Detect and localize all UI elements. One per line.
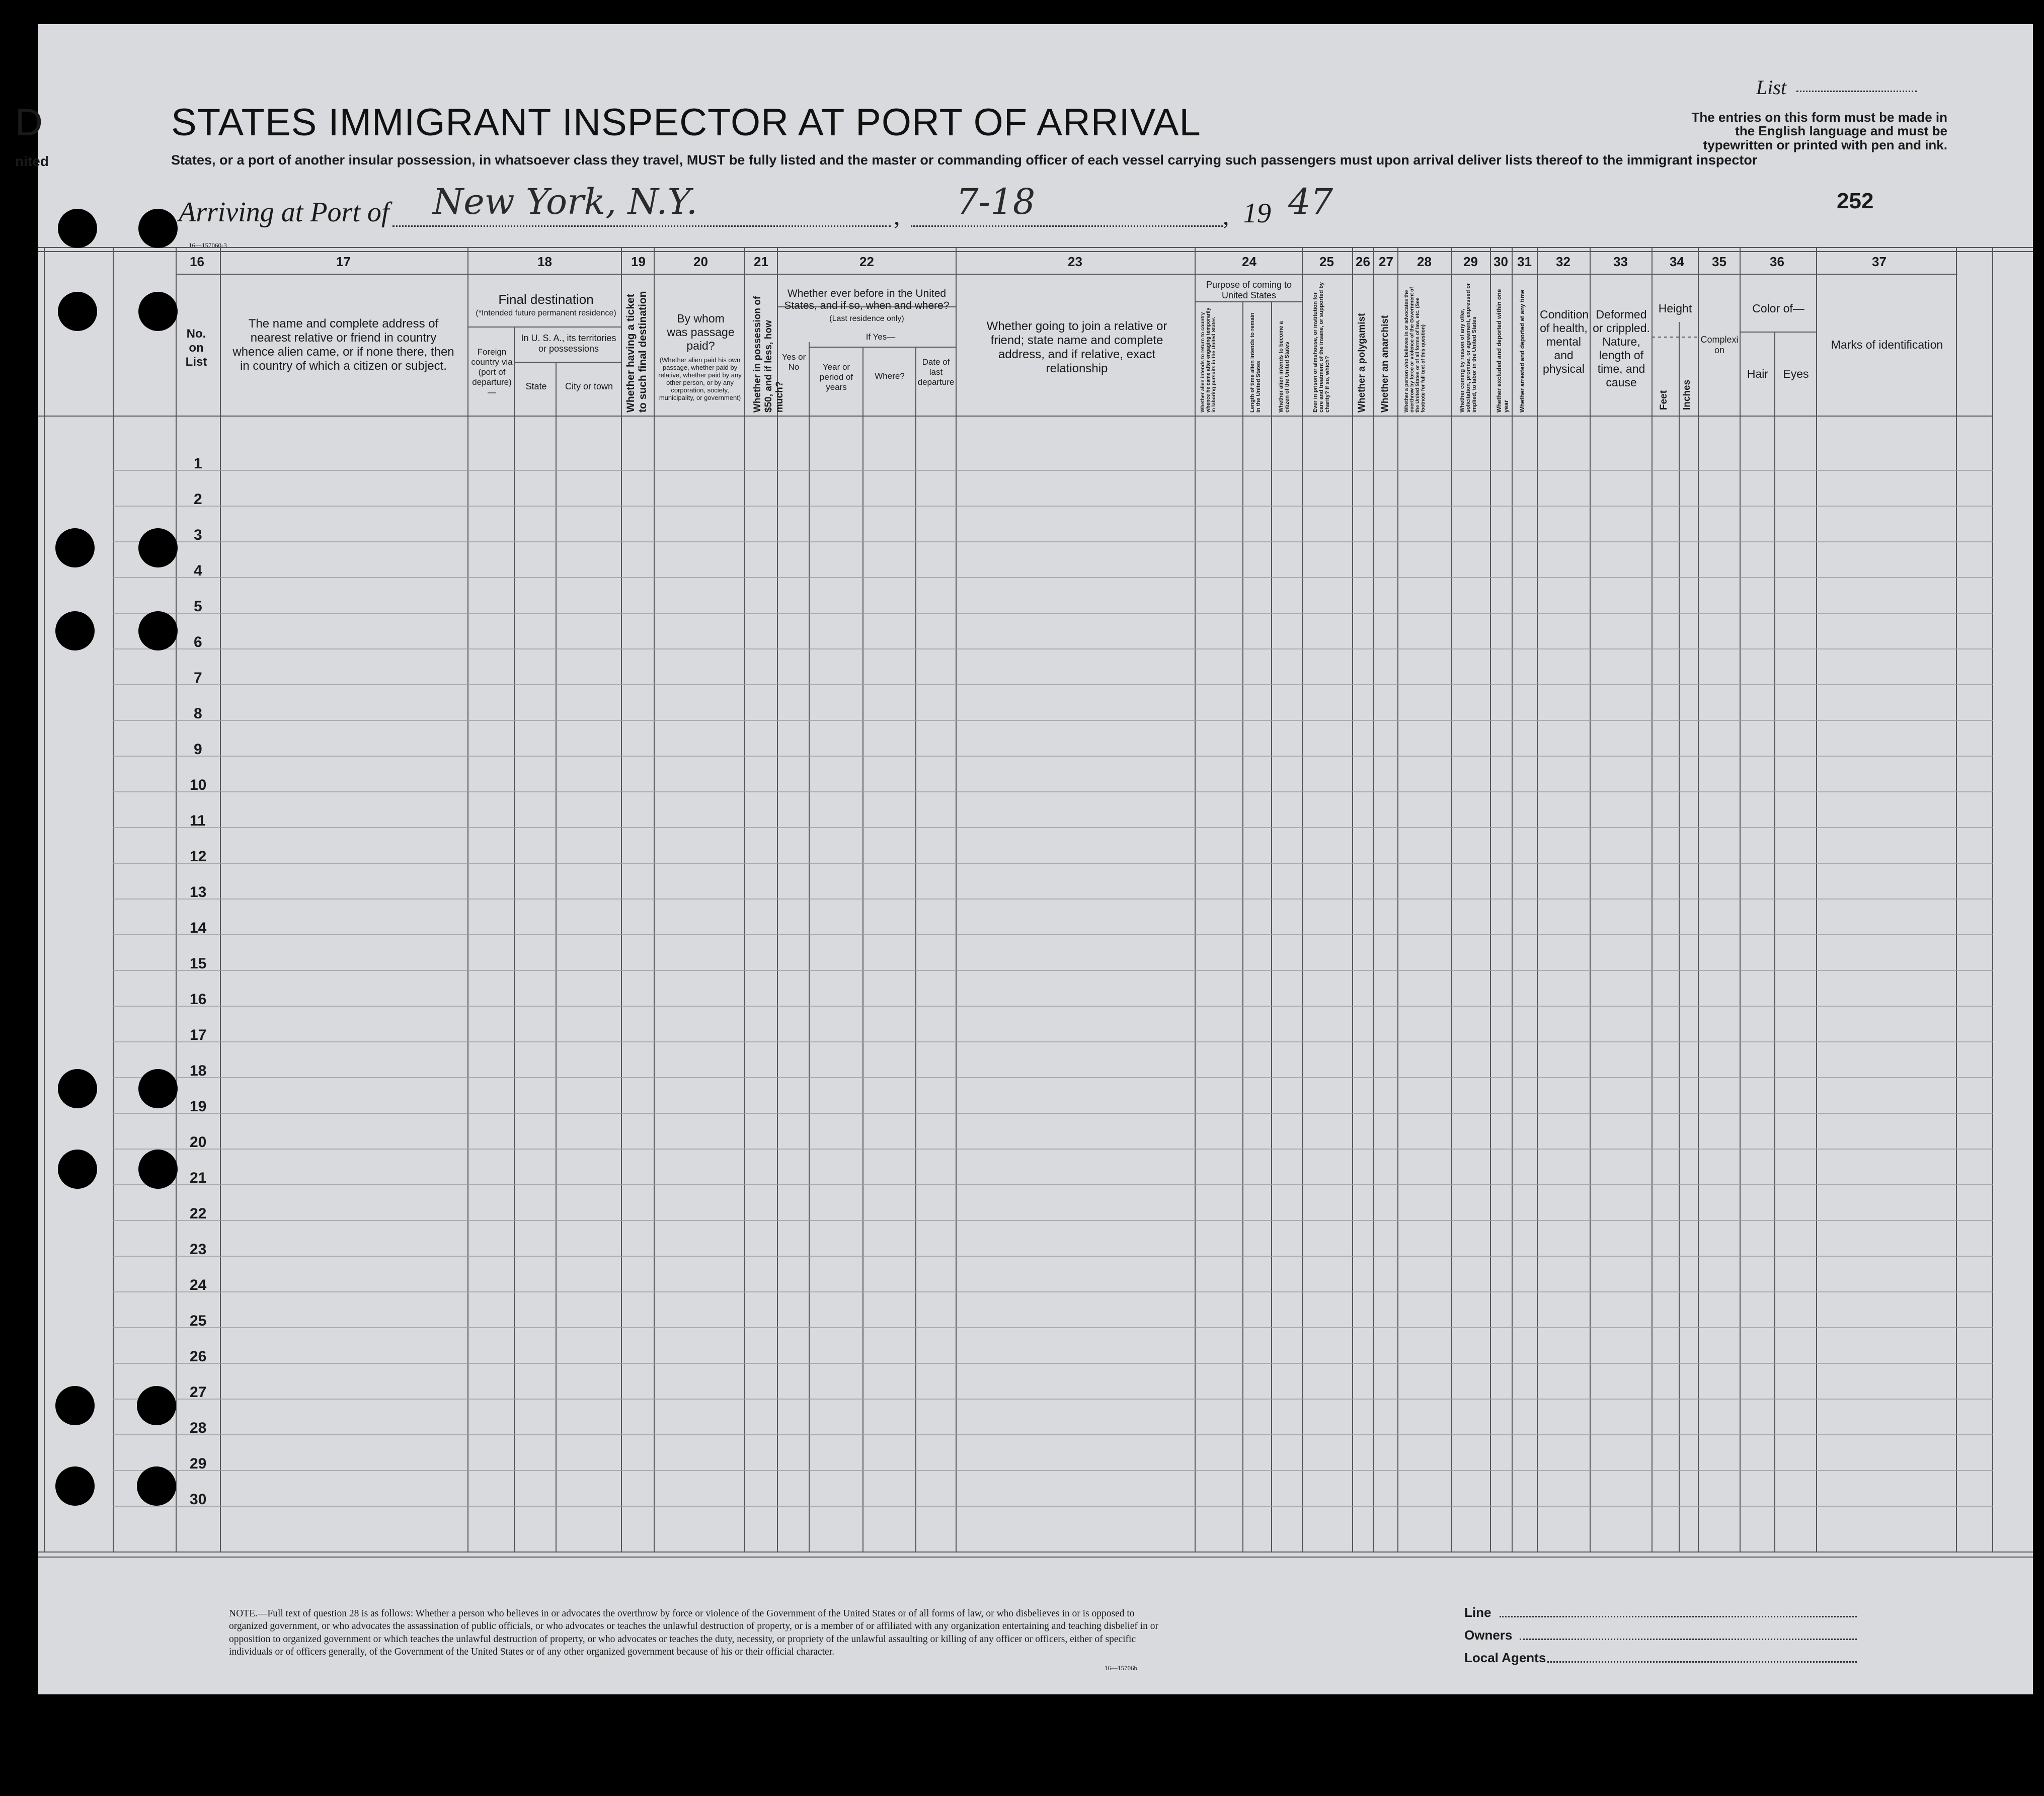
row-number: 28 bbox=[190, 1420, 207, 1436]
header-purpose: Purpose of coming to United States bbox=[1206, 280, 1292, 300]
header-date-departure: Date of last departure bbox=[917, 357, 955, 387]
col-num-20: 20 bbox=[693, 254, 708, 269]
comma-1: , bbox=[894, 202, 900, 230]
row-number: 26 bbox=[190, 1348, 207, 1365]
punch-hole bbox=[55, 611, 95, 650]
row-number: 18 bbox=[190, 1063, 207, 1079]
row-number: 25 bbox=[190, 1313, 207, 1329]
header-year-period: Year or period of years bbox=[819, 362, 853, 392]
row-number: 7 bbox=[194, 670, 202, 686]
row-number: 8 bbox=[194, 705, 202, 722]
col-num-24: 24 bbox=[1242, 254, 1256, 269]
punch-hole bbox=[138, 611, 178, 650]
punch-hole bbox=[58, 292, 97, 331]
row-number: 23 bbox=[190, 1241, 207, 1258]
header-city-or-town: City or town bbox=[565, 381, 613, 391]
col-num-33: 33 bbox=[1613, 254, 1628, 269]
year-prefix: 19 bbox=[1243, 198, 1271, 229]
left-edge-letter: D bbox=[15, 101, 43, 144]
line-field bbox=[1500, 1616, 1857, 1617]
header-marks-identification: Marks of identification bbox=[1831, 338, 1943, 351]
col-num-34: 34 bbox=[1670, 254, 1684, 269]
col-num-35: 35 bbox=[1712, 254, 1726, 269]
header-passage-paid: By whom was passage paid? bbox=[667, 312, 735, 352]
page-subtitle: States, or a port of another insular possession, in whatsoever class they travel, MUST be fully listed and the master or commanding officer of each vessel carrying such passengers must upon arrival deliver lists thereof to the immigrant inspector bbox=[171, 152, 1758, 168]
header-ticket: Whether having a ticket to such final destination bbox=[625, 291, 649, 413]
col-num-36: 36 bbox=[1770, 254, 1784, 269]
row-number: 16 bbox=[190, 991, 207, 1008]
col-num-19: 19 bbox=[631, 254, 646, 269]
punch-hole bbox=[138, 1069, 178, 1108]
header-foreign-country: Foreign country via (port of departure)— bbox=[471, 347, 513, 397]
date-handwritten: 7-18 bbox=[956, 181, 1036, 222]
punch-hole bbox=[55, 1466, 95, 1506]
col-num-26: 26 bbox=[1356, 254, 1370, 269]
footnote-question-28: NOTE.—Full text of question 28 is as follows: Whether a person who believes in or advocates the overthrow by force or violence of the Government of the United States or of all forms of law, or who disbelieves in or is opposed to organized government, or who advocates the assassination of public officials, or who advocates or teaches the unlawful destruction of property, or is a member of or affiliated with any organization entertaining and teaching disbelief in or opposition to organized government or which teaches the unlawful destruction of property, or who advocates or teaches the duty, necessity, or propriety of the unlawful assaulting or killing of any officer or officers, either of specific individuals or of officers generally, of the Government of the United States or of any other organized government because of his or their official character. bbox=[229, 1608, 1159, 1658]
row-number: 22 bbox=[190, 1205, 207, 1222]
punch-hole bbox=[137, 1386, 176, 1425]
row-number: 20 bbox=[190, 1134, 207, 1151]
header-where: Where? bbox=[875, 371, 905, 381]
header-complexion: Complexion bbox=[1700, 335, 1739, 355]
row-number: 29 bbox=[190, 1455, 207, 1472]
row-number: 19 bbox=[190, 1098, 207, 1115]
col-num-18: 18 bbox=[537, 254, 552, 269]
header-polygamist: Whether a polygamist bbox=[1357, 313, 1367, 413]
header-fifty-dollars: Whether in possession of $50, and if less, how much? bbox=[752, 296, 785, 413]
header-color-of: Color of— bbox=[1752, 302, 1804, 315]
header-yes-no: Yes or No bbox=[781, 352, 806, 372]
col-num-29: 29 bbox=[1463, 254, 1478, 269]
header-height: Height bbox=[1658, 302, 1692, 315]
year-handwritten: 47 bbox=[1288, 181, 1333, 222]
list-label: List bbox=[1756, 76, 1787, 99]
header-last-residence: (Last residence only) bbox=[829, 314, 904, 323]
row-number: 24 bbox=[190, 1277, 207, 1293]
header-inches: Inches bbox=[1682, 379, 1692, 410]
col-num-27: 27 bbox=[1379, 254, 1393, 269]
row-number: 27 bbox=[190, 1384, 207, 1401]
header-health: Condition of health, mental and physical bbox=[1540, 308, 1589, 375]
punch-hole bbox=[138, 528, 178, 567]
header-question-28: Whether a person who believes in or advocates the overthrow by force or violence of the Government of the United States or of all forms of law, etc. (See footnote for full text of this question) bbox=[1404, 287, 1426, 413]
row-number: 10 bbox=[190, 777, 207, 793]
header-anarchist: Whether an anarchist bbox=[1380, 315, 1390, 413]
header-purpose-length: Length of time alien intends to remain in the United States bbox=[1249, 312, 1262, 413]
header-arrested: Whether arrested and deported at any time bbox=[1519, 289, 1526, 413]
header-passage-paid-note: (Whether alien paid his own passage, whether paid by relative, whether paid by any other person, or by any corporation, society, municipality, or government) bbox=[658, 356, 742, 401]
form-code-bottom: 16—15706b bbox=[1105, 1664, 1137, 1672]
col-num-28: 28 bbox=[1417, 254, 1432, 269]
header-going-to-join: Whether going to join a relative or friend; state name and complete address, and if relative, exact relationship bbox=[986, 319, 1167, 375]
header-in-usa: In U. S. A., its territories or possessions bbox=[521, 333, 616, 354]
row-number: 9 bbox=[194, 741, 202, 758]
header-contract-labor: Whether coming by reason of any offer, solicitation, promise, or agreement, expressed or implied, to labor in the United States bbox=[1459, 283, 1477, 413]
list-number: 252 bbox=[1837, 189, 1874, 213]
row-number: 6 bbox=[194, 634, 202, 650]
header-ever-before: Whether ever before in the United States, and if so, when and where? bbox=[784, 288, 950, 311]
row-number: 30 bbox=[190, 1491, 207, 1508]
punch-hole bbox=[137, 1466, 176, 1506]
row-number: 21 bbox=[190, 1170, 207, 1186]
punch-hole bbox=[138, 292, 178, 331]
col-num-21: 21 bbox=[754, 254, 768, 269]
col-num-31: 31 bbox=[1517, 254, 1532, 269]
header-nearest-relative: The name and complete address of nearest relative or friend in country whence alien came, or if none there, then in country of which a citizen or subject. bbox=[232, 317, 454, 373]
punch-hole bbox=[58, 1150, 97, 1189]
page-title: STATES IMMIGRANT INSPECTOR AT PORT OF ARRIVAL bbox=[171, 101, 1201, 144]
punch-hole bbox=[55, 528, 95, 567]
col-num-25: 25 bbox=[1319, 254, 1334, 269]
header-final-destination-note: (*Intended future permanent residence) bbox=[476, 309, 616, 317]
instructions-note: The entries on this form must be made in the English language and must be typewritten or printed with pen and ink. bbox=[1691, 110, 1947, 152]
punch-hole bbox=[58, 1069, 97, 1108]
local-agents-label: Local Agents bbox=[1464, 1650, 1546, 1665]
row-number: 3 bbox=[194, 527, 202, 543]
header-excluded: Whether excluded and deported within one year bbox=[1496, 289, 1510, 413]
punch-hole bbox=[138, 1150, 178, 1189]
port-handwritten: New York, N.Y. bbox=[433, 181, 697, 222]
col-num-32: 32 bbox=[1556, 254, 1570, 269]
row-number: 11 bbox=[190, 812, 206, 829]
header-hair: Hair bbox=[1747, 367, 1769, 380]
col-num-23: 23 bbox=[1068, 254, 1082, 269]
row-number: 14 bbox=[190, 920, 207, 936]
row-number: 17 bbox=[190, 1027, 207, 1043]
row-number: 12 bbox=[190, 848, 207, 865]
punch-hole bbox=[55, 1386, 95, 1425]
col-num-17: 17 bbox=[336, 254, 351, 269]
header-eyes: Eyes bbox=[1783, 367, 1809, 380]
row-number: 5 bbox=[194, 598, 202, 615]
comma-2: , bbox=[1223, 202, 1229, 230]
arriving-label: Arriving at Port of bbox=[179, 197, 389, 228]
punch-hole bbox=[138, 209, 178, 248]
header-final-destination: Final destination bbox=[498, 292, 594, 307]
form-code-top: 16—157060-3 bbox=[189, 241, 227, 249]
row-number: 13 bbox=[190, 884, 207, 901]
col-num-30: 30 bbox=[1493, 254, 1508, 269]
header-prison: Ever in prison or almshouse, or institution for care and treatment of the insane, or supported by charity? If so, which? bbox=[1312, 282, 1330, 413]
header-feet: Feet bbox=[1659, 390, 1669, 410]
header-purpose-citizen: Whether alien intends to become a citizen of the United States bbox=[1278, 321, 1290, 413]
header-state: State bbox=[525, 381, 547, 391]
row-number: 4 bbox=[194, 562, 202, 579]
col-num-37: 37 bbox=[1872, 254, 1886, 269]
col-num-16: 16 bbox=[190, 254, 204, 269]
punch-hole bbox=[58, 209, 97, 248]
header-no-on-list: No. on List bbox=[185, 327, 207, 369]
row-number: 2 bbox=[194, 491, 202, 508]
row-number: 15 bbox=[190, 955, 207, 972]
owners-field bbox=[1520, 1639, 1857, 1640]
header-deformed: Deformed or crippled. Nature, length of time, and cause bbox=[1593, 308, 1650, 389]
owners-label: Owners bbox=[1464, 1627, 1513, 1643]
row-number: 1 bbox=[194, 455, 202, 472]
header-purpose-return: Whether alien intends to return to country whence he came after engaging temporarily in laboring pursuits in the United States bbox=[1200, 307, 1217, 413]
col-num-22: 22 bbox=[859, 254, 874, 269]
local-agents-field bbox=[1547, 1661, 1857, 1663]
left-edge-word: nited bbox=[15, 153, 49, 169]
line-label: Line bbox=[1464, 1605, 1491, 1620]
header-if-yes: If Yes— bbox=[866, 332, 896, 342]
